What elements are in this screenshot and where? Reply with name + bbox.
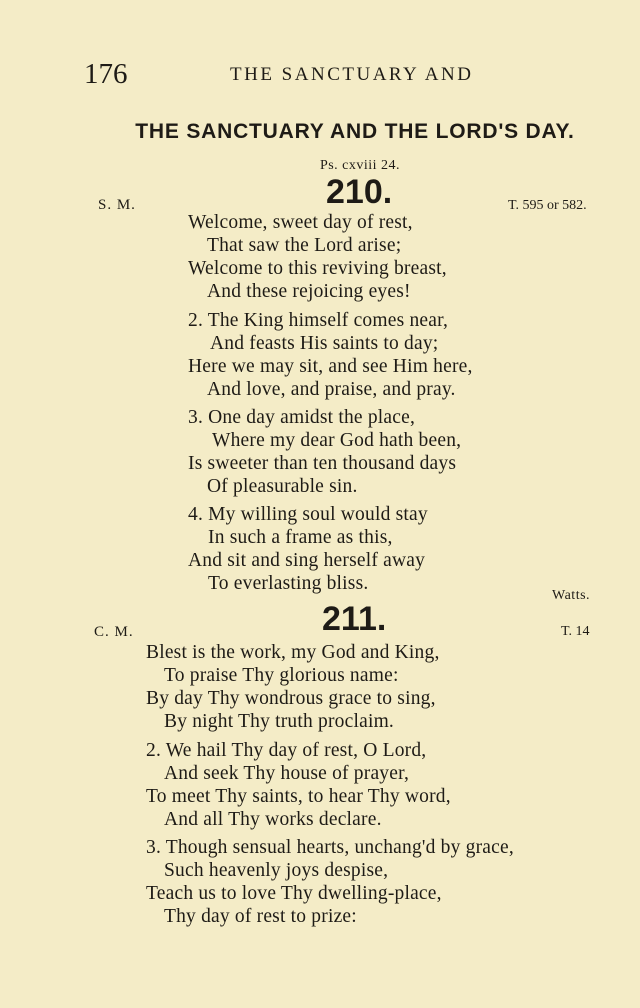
verse-line: Is sweeter than ten thousand days: [188, 453, 457, 474]
scripture-reference: Ps. cxviii 24.: [319, 158, 401, 173]
verse-line: 4. My willing soul would stay: [188, 504, 428, 525]
verse-line: Where my dear God hath been,: [212, 430, 462, 451]
verse-line: Of pleasurable sin.: [207, 476, 358, 497]
hymn-number: 210.: [326, 173, 393, 211]
verse-line: To everlasting bliss.: [208, 573, 369, 594]
verse-line: Welcome, sweet day of rest,: [188, 212, 413, 233]
verse-line: 3. Though sensual hearts, unchang'd by grace,: [146, 837, 514, 858]
verse-line: That saw the Lord arise;: [207, 235, 402, 256]
running-head: THE SANCTUARY AND: [230, 64, 474, 85]
verse-line: Teach us to love Thy dwelling-place,: [146, 883, 442, 904]
verse-line: And love, and praise, and pray.: [207, 379, 456, 400]
verse-line: To praise Thy glorious name:: [164, 665, 399, 686]
verse-line: By night Thy truth proclaim.: [164, 711, 395, 732]
verse-line: And seek Thy house of prayer,: [164, 763, 410, 784]
verse-line: And sit and sing herself away: [188, 550, 426, 571]
verse-line: 2. The King himself comes near,: [188, 310, 449, 331]
hymn-meter: C. M.: [94, 624, 134, 640]
verse-line: And feasts His saints to day;: [210, 333, 439, 354]
verse-line: In such a frame as this,: [208, 527, 393, 548]
hymn-meter: S. M.: [98, 197, 136, 213]
tune-reference: T. 14: [561, 624, 590, 639]
verse-line: To meet Thy saints, to hear Thy word,: [146, 786, 451, 807]
verse-line: Such heavenly joys despise,: [164, 860, 389, 881]
tune-reference: T. 595 or 582.: [508, 198, 587, 213]
hymn-author: Watts.: [552, 588, 591, 603]
section-title: THE SANCTUARY AND THE LORD'S DAY.: [135, 120, 575, 143]
verse-line: And all Thy works declare.: [164, 809, 382, 830]
verse-line: 2. We hail Thy day of rest, O Lord,: [146, 740, 427, 761]
verse-line: Thy day of rest to prize:: [164, 906, 357, 927]
verse-line: Here we may sit, and see Him here,: [188, 356, 473, 377]
hymn-number: 211.: [322, 600, 387, 638]
page-number: 176: [84, 58, 128, 90]
verse-line: And these rejoicing eyes!: [207, 281, 411, 302]
verse-line: Welcome to this reviving breast,: [188, 258, 447, 279]
verse-line: 3. One day amidst the place,: [188, 407, 416, 428]
verse-line: Blest is the work, my God and King,: [146, 642, 440, 663]
verse-line: By day Thy wondrous grace to sing,: [146, 688, 436, 709]
